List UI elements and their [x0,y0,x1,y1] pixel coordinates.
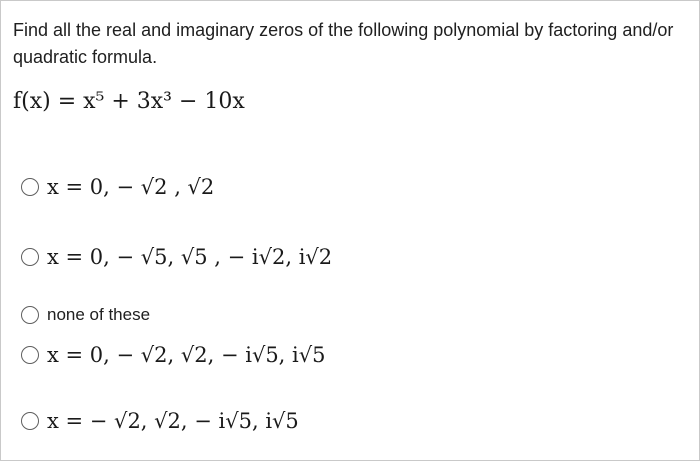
answer-option-1[interactable] [21,175,214,199]
radio-button-icon[interactable] [21,306,39,324]
question-prompt: Find all the real and imaginary zeros of the following polynomial by factoring and/or quadratic formula. [13,20,674,67]
radio-button-icon[interactable] [21,346,39,364]
answer-option-5[interactable] [21,409,299,433]
answer-option-label: none of these [47,305,151,324]
answer-option-label: x = 0, − √2, √2, − i√5, i√5 [47,343,326,367]
radio-button-icon[interactable] [21,178,39,196]
radio-button-icon[interactable] [21,412,39,430]
answer-option-label: x = 0, − √2 , √2 [47,175,215,199]
polynomial-function: f(x) = x⁵ + 3x³ − 10x [13,89,245,114]
answer-option-4[interactable] [21,343,326,367]
answer-option-label: x = − √2, √2, − i√5, i√5 [47,409,299,433]
answer-option-label: x = 0, − √5, √5 , − i√2, i√2 [47,245,333,269]
answer-option-3[interactable] [21,305,150,325]
answer-option-2[interactable] [21,245,332,269]
radio-button-icon[interactable] [21,248,39,266]
